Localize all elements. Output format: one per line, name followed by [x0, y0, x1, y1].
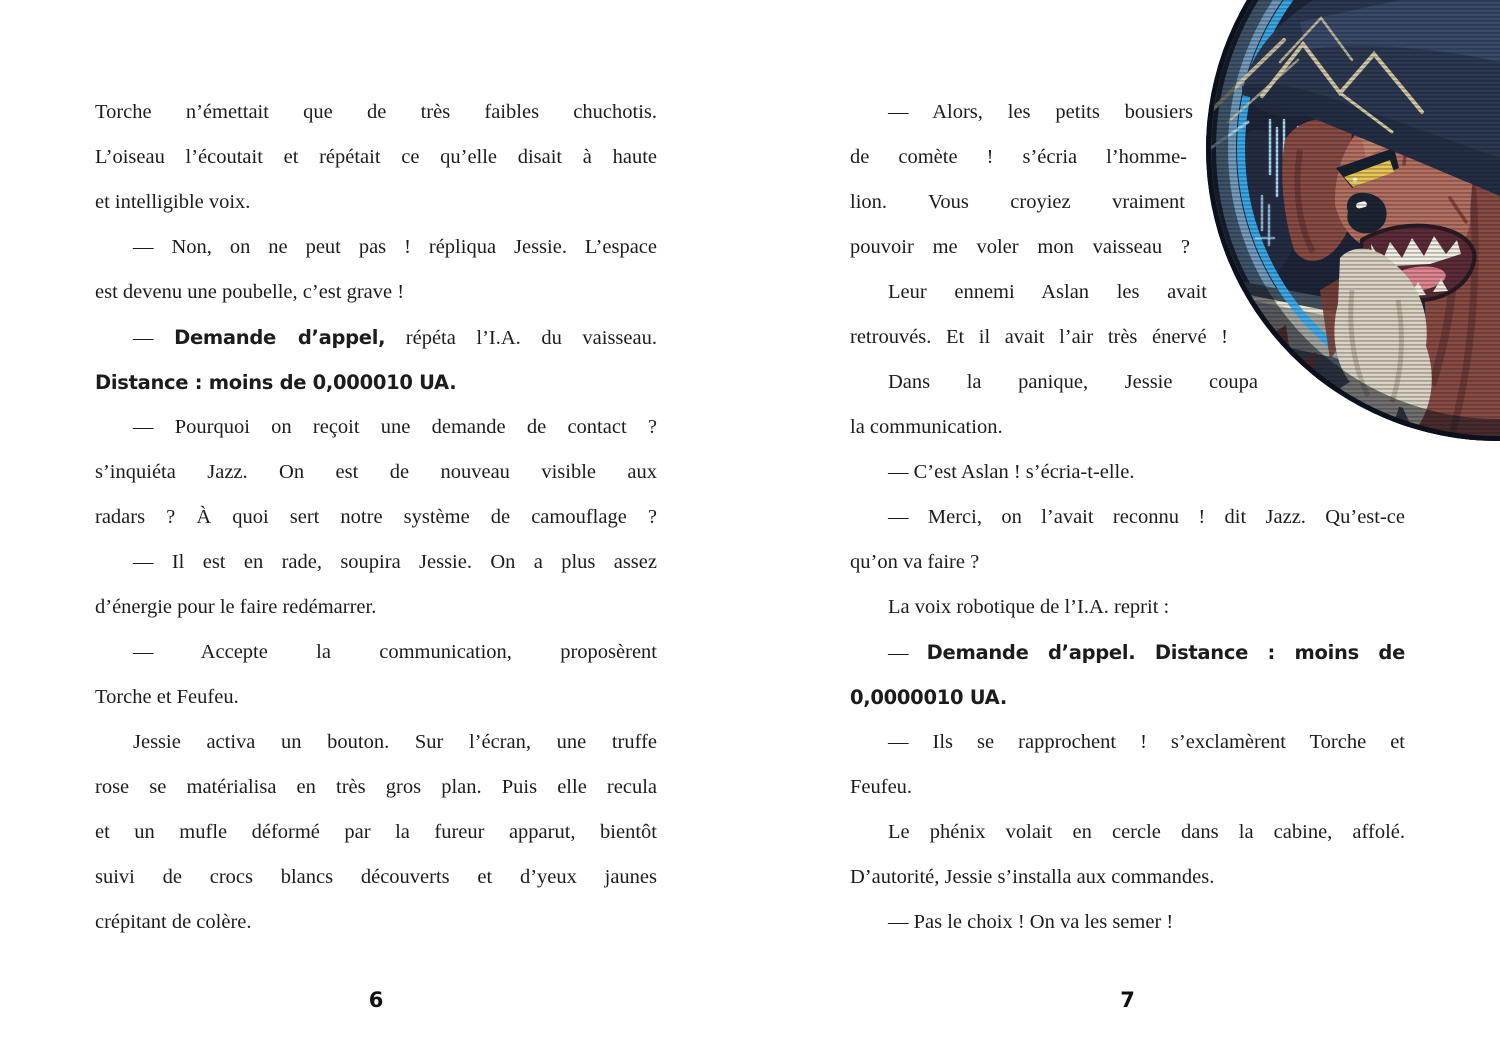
text-line [95, 90, 657, 135]
text-line [95, 900, 657, 945]
body-text: D’autorité, Jessie s’installa aux commandes. [850, 866, 1215, 888]
body-text: Le phénix volait en cercle dans la cabine, affolé. [888, 821, 1405, 843]
body-text: Torche et Feufeu. [95, 686, 239, 708]
body-text: Torche n’émettait que de très faibles chuchotis. [95, 101, 657, 123]
ai-voice-text: Demande d’appel, [174, 326, 386, 349]
body-text: qu’on va faire ? [850, 551, 980, 573]
text-line [850, 810, 1405, 855]
body-text: et un mufle déformé par la fureur apparut, bientôt [95, 821, 657, 843]
text-line [95, 675, 657, 720]
ai-voice-text: Demande d’appel. Distance : moins de [926, 641, 1405, 664]
body-text: — Non, on ne peut pas ! répliqua Jessie. L’espace [133, 236, 657, 258]
body-text: — [888, 642, 927, 664]
ai-voice-text: Distance : moins de 0,000010 UA. [95, 371, 457, 394]
body-text: Feufeu. [850, 776, 913, 798]
text-line [95, 180, 657, 225]
body-text: — Pourquoi on reçoit une demande de contact ? [133, 416, 657, 438]
text-line [95, 315, 657, 360]
body-text: — Alors, les petits bousiers [888, 101, 1193, 123]
body-text: et intelligible voix. [95, 191, 251, 213]
text-line [95, 135, 657, 180]
body-text: Leur ennemi Aslan les avait [888, 281, 1207, 303]
text-line [95, 360, 657, 405]
text-line [95, 405, 657, 450]
body-text: lion. Vous croyiez vraiment [850, 191, 1185, 213]
body-text: de comète ! s’écria l’homme- [850, 146, 1187, 168]
body-text: crépitant de colère. [95, 911, 252, 933]
body-text: d’énergie pour le faire redémarrer. [95, 596, 377, 618]
body-text: — Ils se rapprochent ! s’exclamèrent Torche et [888, 731, 1405, 753]
body-text: — Accepte la communication, proposèrent [133, 641, 657, 663]
body-text: — Merci, on l’avait reconnu ! dit Jazz. Qu’est-ce [888, 506, 1405, 528]
text-line [850, 540, 1405, 585]
text-line [95, 225, 657, 270]
body-text: rose se matérialisa en très gros plan. Puis elle recula [95, 776, 657, 798]
page-number-6: 6 [368, 988, 384, 1012]
body-text: La voix robotique de l’I.A. reprit : [888, 596, 1170, 618]
body-text: pouvoir me voler mon vaisseau ? [850, 236, 1190, 258]
page-6-text [95, 90, 657, 945]
body-text: Dans la panique, Jessie coupa [888, 371, 1258, 393]
body-text: — C’est Aslan ! s’écria-t-elle. [888, 461, 1135, 483]
text-line [95, 855, 657, 900]
text-line [850, 90, 1193, 135]
text-line [95, 630, 657, 675]
scanlines-overlay [1150, 0, 1500, 470]
text-line [850, 855, 1405, 900]
text-line [850, 630, 1405, 675]
aslan-video-call-illustration [1150, 0, 1500, 470]
text-line [95, 495, 657, 540]
body-text: L’oiseau l’écoutait et répétait ce qu’elle disait à haute [95, 146, 657, 168]
body-text: la communication. [850, 416, 1003, 438]
body-text: — Pas le choix ! On va les semer ! [888, 911, 1174, 933]
body-text: suivi de crocs blancs découverts et d’yeux jaunes [95, 866, 657, 888]
text-line [850, 225, 1190, 270]
text-line [95, 765, 657, 810]
text-line [850, 765, 1405, 810]
text-line [95, 540, 657, 585]
text-line [95, 720, 657, 765]
body-text: radars ? À quoi sert notre système de camouflage ? [95, 506, 657, 528]
text-line [95, 450, 657, 495]
body-text: — Il est en rade, soupira Jessie. On a plus assez [133, 551, 657, 573]
body-text: s’inquiéta Jazz. On est de nouveau visible aux [95, 461, 657, 483]
body-text: répéta l’I.A. du vaisseau. [385, 327, 657, 349]
body-text: retrouvés. Et il avait l’air très énervé ! [850, 326, 1228, 348]
text-line [95, 270, 657, 315]
text-line [850, 495, 1405, 540]
text-line [850, 585, 1405, 630]
text-line [850, 675, 1405, 720]
text-line [850, 135, 1187, 180]
text-line [850, 900, 1405, 945]
text-line [850, 720, 1405, 765]
body-text: Jessie activa un bouton. Sur l’écran, une truffe [133, 731, 657, 753]
text-line [95, 585, 657, 630]
body-text: — [133, 327, 175, 349]
page-number-7: 7 [1120, 988, 1135, 1012]
text-line [850, 180, 1185, 225]
ai-voice-text: 0,0000010 UA. [850, 686, 1007, 709]
text-line [95, 810, 657, 855]
body-text: est devenu une poubelle, c’est grave ! [95, 281, 405, 303]
